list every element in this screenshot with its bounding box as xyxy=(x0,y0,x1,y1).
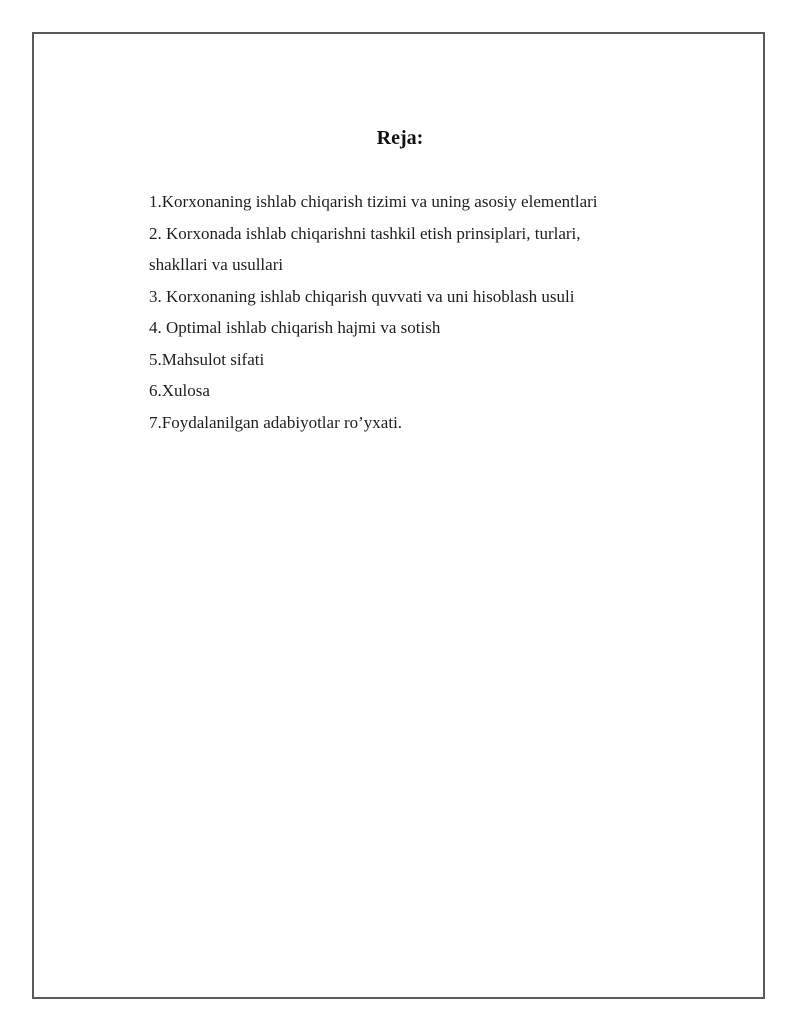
plan-item: 7.Foydalanilgan adabiyotlar ro’yxati. xyxy=(149,412,403,432)
plan-item-continuation: shakllari va usullari xyxy=(149,255,284,274)
page-title: Reja: xyxy=(376,127,424,149)
plan-item: 2. Korxonada ishlab chiqarishni tashkil etish prinsiplari, turlari, xyxy=(149,223,581,243)
plan-item: 6.Xulosa xyxy=(149,381,210,400)
plan-list xyxy=(149,186,649,438)
plan-item: 1.Korxonaning ishlab chiqarish tizimi va uning asosiy elementlari xyxy=(149,192,598,211)
plan-item: 3. Korxonaning ishlab chiqarish quvvati va uni hisoblash usuli xyxy=(149,286,575,306)
plan-item: 4. Optimal ishlab chiqarish hajmi va sotish xyxy=(149,318,441,337)
page-frame xyxy=(32,32,765,999)
plan-item: 5.Mahsulot sifati xyxy=(149,349,265,369)
